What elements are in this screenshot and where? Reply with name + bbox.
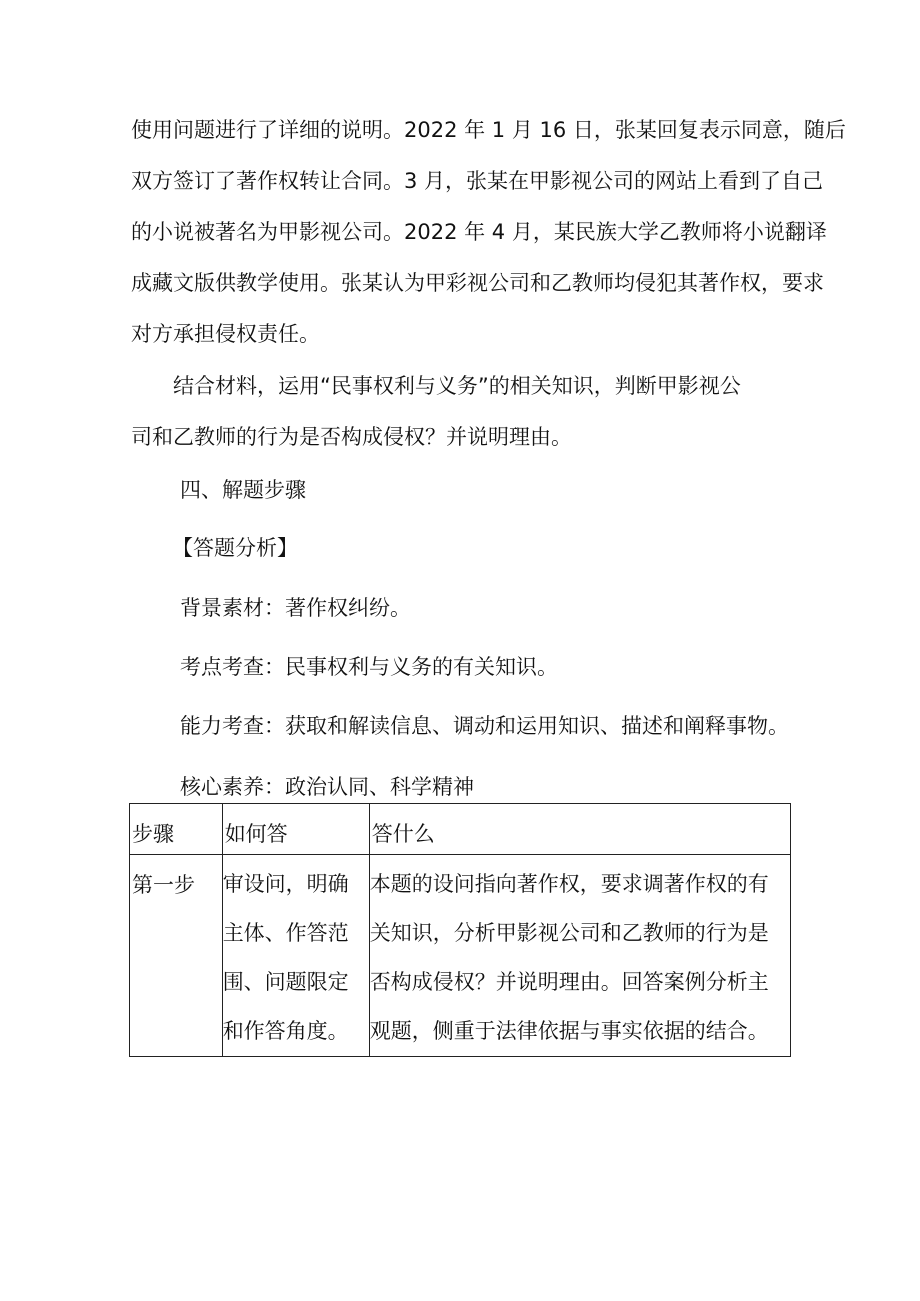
text-line: 双方签订了著作权转让合同。3 月，张某在甲影视公司的网站上看到了自己	[131, 169, 824, 193]
step-label: 第一步	[132, 873, 195, 897]
section-heading: 四、解题步骤	[180, 478, 306, 502]
table-row	[130, 855, 791, 1057]
analysis-heading: 【答题分析】	[172, 536, 298, 560]
text-line: 使用问题进行了详细的说明。2022 年 1 月 16 日，张某回复表示同意，随后	[131, 118, 846, 142]
question-paragraph	[131, 361, 796, 463]
what-line: 关知识，分析甲影视公司和乙教师的行为是	[369, 921, 769, 945]
text-line: 成藏文版供教学使用。张某认为甲彩视公司和乙教师均侵犯其著作权，要求	[131, 271, 824, 295]
text-line: 对方承担侵权责任。	[131, 322, 320, 346]
how-line: 围、问题限定	[222, 970, 349, 994]
core-literacy-line: 核心素养：政治认同、科学精神	[180, 775, 474, 799]
what-line: 观题，侧重于法律依据与事实依据的结合。	[369, 1019, 769, 1043]
header-what: 答什么	[371, 822, 435, 846]
what-line: 否构成侵权？并说明理由。回答案例分析主	[369, 970, 769, 994]
exam-point-line: 考点考查：民事权利与义务的有关知识。	[180, 655, 558, 679]
how-line: 主体、作答范	[222, 921, 349, 945]
table-header-cell	[130, 804, 223, 855]
how-cell	[222, 855, 369, 1057]
steps-table	[129, 803, 791, 1057]
text-line: 结合材料，运用“民事权利与义务”的相关知识，判断甲影视公	[131, 374, 741, 398]
what-cell	[369, 855, 790, 1057]
step-cell	[130, 855, 223, 1057]
how-line: 审设问，明确	[222, 872, 349, 896]
table-header-row	[130, 804, 791, 855]
text-line: 的小说被著名为甲影视公司。2022 年 4 月，某民族大学乙教师将小说翻译	[131, 220, 827, 244]
what-line: 本题的设问指向著作权，要求调著作权的有	[369, 872, 769, 896]
how-line: 和作答角度。	[222, 1019, 349, 1043]
table-header-cell	[369, 804, 790, 855]
header-step: 步骤	[132, 822, 174, 846]
ability-line: 能力考查：获取和解读信息、调动和运用知识、描述和阐释事物。	[180, 714, 789, 738]
material-paragraph	[131, 105, 846, 360]
background-line: 背景素材：著作权纠纷。	[180, 596, 411, 620]
text-line: 司和乙教师的行为是否构成侵权？并说明理由。	[131, 425, 572, 449]
table-header-cell	[222, 804, 369, 855]
header-how: 如何答	[224, 822, 288, 846]
